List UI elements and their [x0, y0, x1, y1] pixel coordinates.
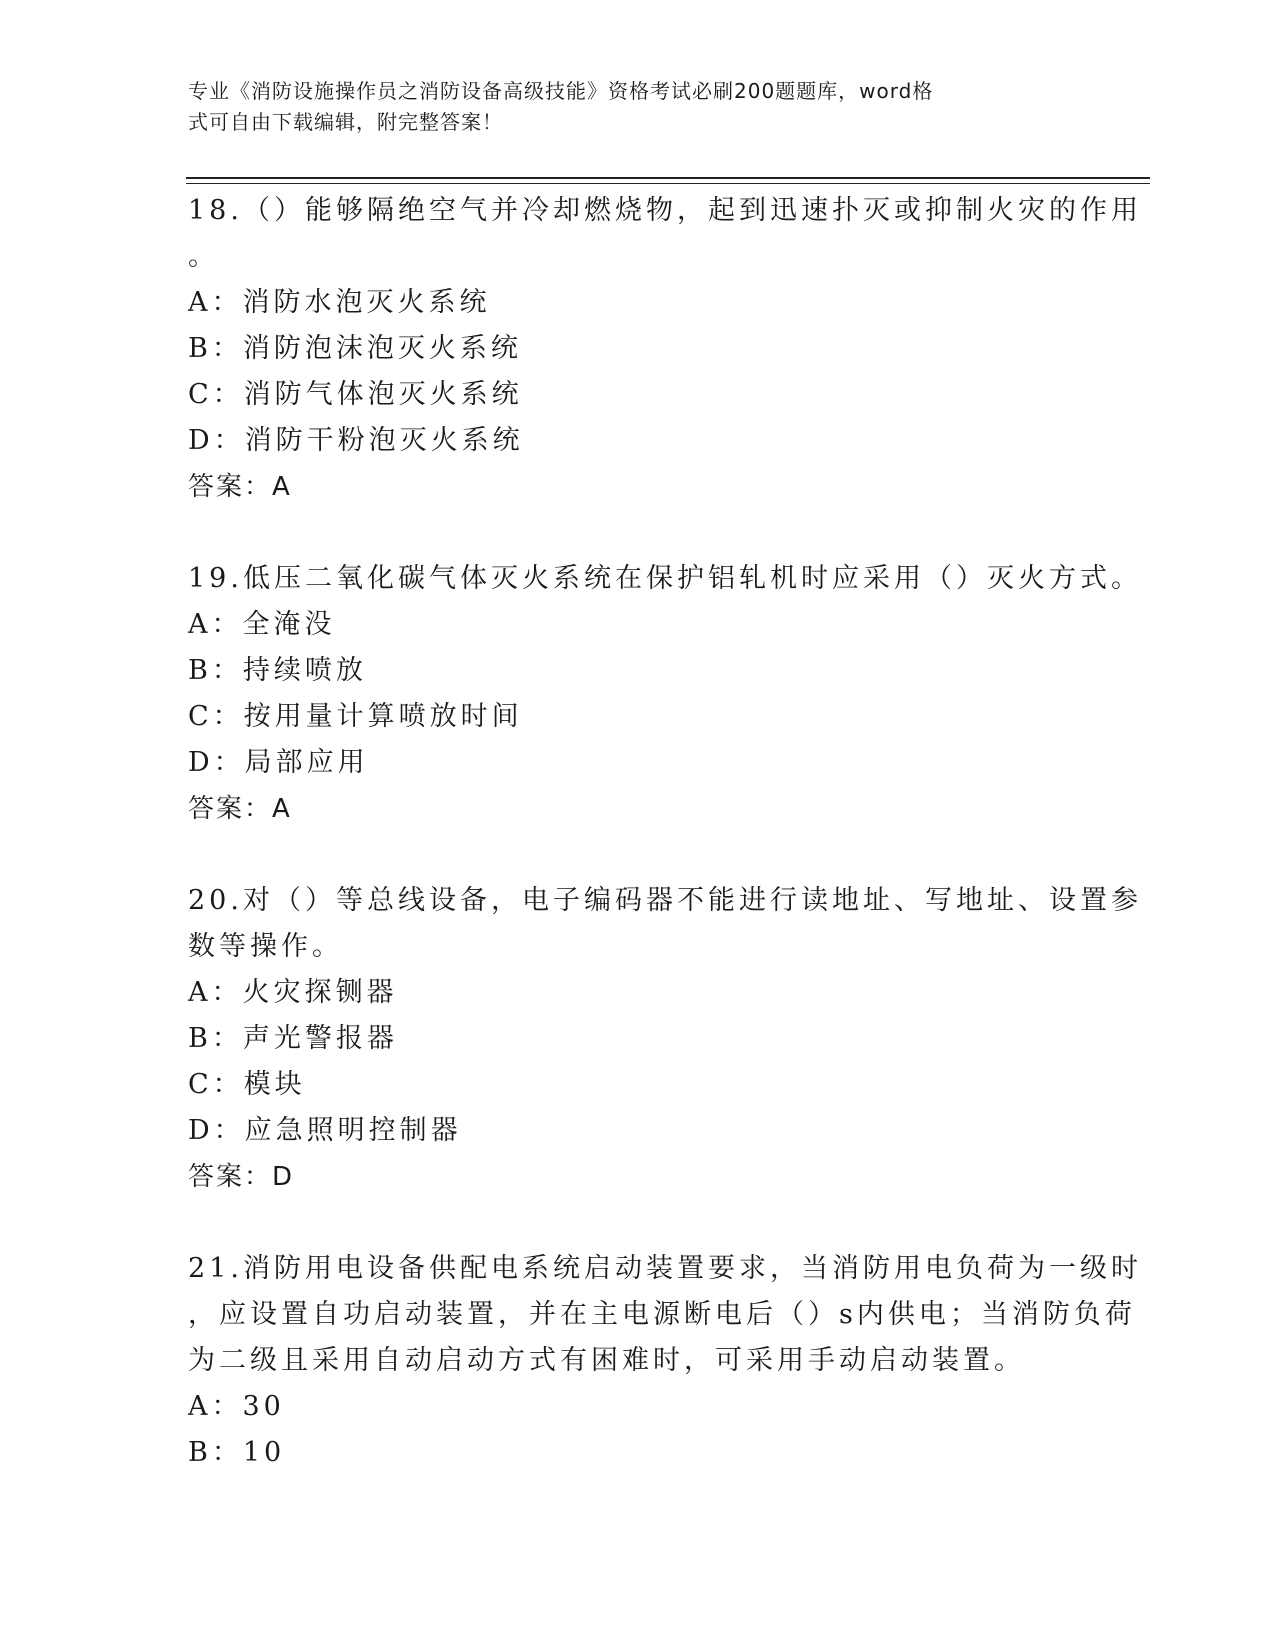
option-c: C：消防气体泡灭火系统 [188, 379, 523, 410]
option-b: B：声光警报器 [188, 1023, 398, 1054]
option-d: D：局部应用 [188, 747, 369, 778]
question-text-line: 20.对（）等总线设备，电子编码器不能进行读地址、写地址、设置参 [188, 885, 1142, 916]
option-c: C：按用量计算喷放时间 [188, 701, 523, 732]
header-line-1: 专业《消防设施操作员之消防设备高级技能》资格考试必刷200题题库，word格 [188, 79, 934, 103]
question-text-line: 数等操作。 [188, 931, 343, 962]
header-line-2: 式可自由下载编辑，附完整答案！ [188, 110, 503, 134]
option-c: C：模块 [188, 1069, 306, 1100]
option-d: D：应急照明控制器 [188, 1115, 462, 1146]
question-text-line: 18.（）能够隔绝空气并冷却燃烧物，起到迅速扑灭或抑制火灾的作用 [188, 195, 1142, 226]
question-list [188, 188, 1142, 1522]
option-a: A：消防水泡灭火系统 [188, 287, 491, 318]
option-b: B：10 [188, 1437, 286, 1468]
document-header [188, 76, 1068, 138]
option-d: D：消防干粉泡灭火系统 [188, 425, 524, 456]
question-text-line: 。 [188, 241, 219, 272]
answer: 答案：A [188, 794, 292, 824]
question-text-line: 21.消防用电设备供配电系统启动装置要求，当消防用电负荷为一级时 [188, 1253, 1142, 1284]
answer: 答案：A [188, 472, 292, 502]
header-rule-thick [186, 177, 1150, 179]
question-text-line: ，应设置自功启动装置，并在主电源断电后（）s内供电；当消防负荷 [188, 1299, 1136, 1330]
question-18 [188, 188, 1142, 510]
question-21 [188, 1246, 1142, 1476]
option-a: A：全淹没 [188, 609, 336, 640]
option-a: A：30 [188, 1391, 285, 1422]
answer: 答案：D [188, 1162, 295, 1192]
header-rule-thin [186, 183, 1150, 184]
question-text-line: 为二级且采用自动启动方式有困难时，可采用手动启动装置。 [188, 1345, 1025, 1376]
question-text-line: 19.低压二氧化碳气体灭火系统在保护铝轧机时应采用（）灭火方式。 [188, 563, 1142, 594]
question-20 [188, 878, 1142, 1200]
option-b: B：持续喷放 [188, 655, 367, 686]
option-a: A：火灾探铡器 [188, 977, 398, 1008]
question-19 [188, 556, 1142, 832]
option-b: B：消防泡沫泡灭火系统 [188, 333, 522, 364]
